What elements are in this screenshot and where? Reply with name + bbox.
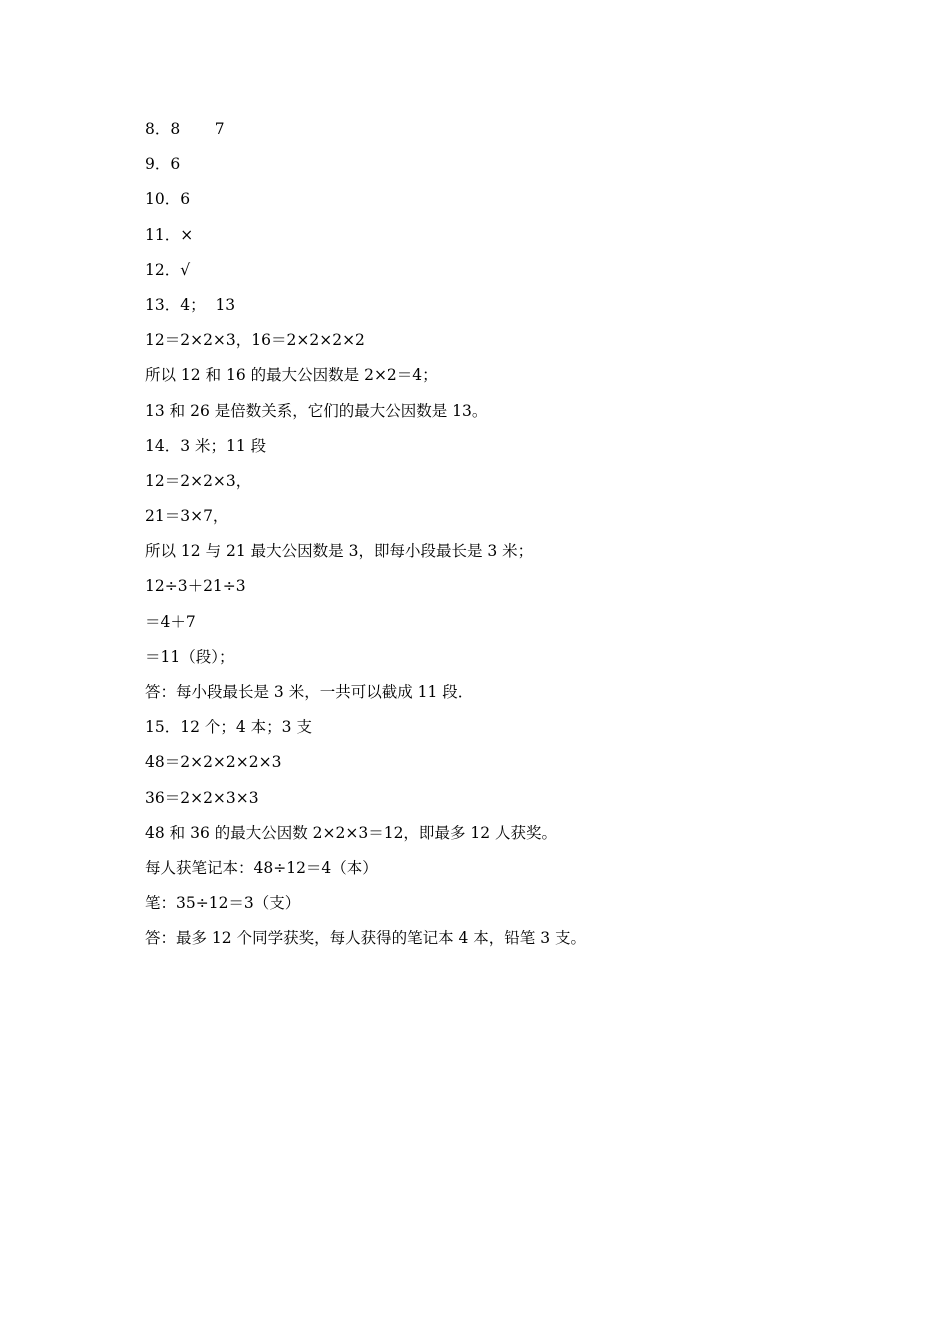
answer-13-gcd-12-16: 所以 12 和 16 的最大公因数是 2×2＝4；: [145, 366, 438, 385]
answer-15-pencils: 笔：35÷12＝3（支）: [145, 894, 301, 913]
answer-15: 15．12 个；4 本；3 支: [145, 718, 312, 737]
answer-14-calc-step-3: ＝11（段）；: [145, 647, 235, 666]
answer-10: 10．6: [145, 190, 191, 209]
answer-14: 14．3 米；11 段: [145, 436, 267, 455]
answer-9: 9．6: [145, 155, 181, 174]
answer-14-factor-12: 12＝2×2×3，: [145, 471, 252, 490]
answer-14-conclusion: 答：每小段最长是 3 米，一共可以截成 11 段．: [145, 683, 474, 701]
answer-8: 8．8 7: [145, 120, 225, 138]
answer-13: 13．4； 13: [145, 295, 236, 314]
answer-14-calc-step-2: ＝4＋7: [145, 612, 196, 631]
answer-14-calc-step-1: 12÷3＋21÷3: [145, 577, 246, 596]
answer-11: 11．×: [145, 225, 194, 244]
answer-13-gcd-13-26: 13 和 26 是倍数关系，它们的最大公因数是 13。: [145, 401, 488, 420]
answer-15-conclusion: 答：最多 12 个同学获奖，每人获得的笔记本 4 本，铅笔 3 支。: [145, 929, 587, 948]
answer-14-factor-21: 21＝3×7，: [145, 507, 229, 526]
answer-15-factor-48: 48＝2×2×2×2×3: [145, 753, 282, 772]
answer-13-factorization: 12＝2×2×3，16＝2×2×2×2: [145, 331, 365, 350]
answer-14-gcd: 所以 12 与 21 最大公因数是 3，即每小段最长是 3 米；: [145, 542, 534, 561]
answer-content: [145, 117, 845, 962]
answer-15-factor-36: 36＝2×2×3×3: [145, 788, 259, 807]
answer-12: 12．√: [145, 260, 191, 279]
answer-15-notebooks: 每人获笔记本：48÷12＝4（本）: [145, 858, 378, 877]
answer-15-gcd: 48 和 36 的最大公因数 2×2×3＝12，即最多 12 人获奖。: [145, 823, 558, 842]
